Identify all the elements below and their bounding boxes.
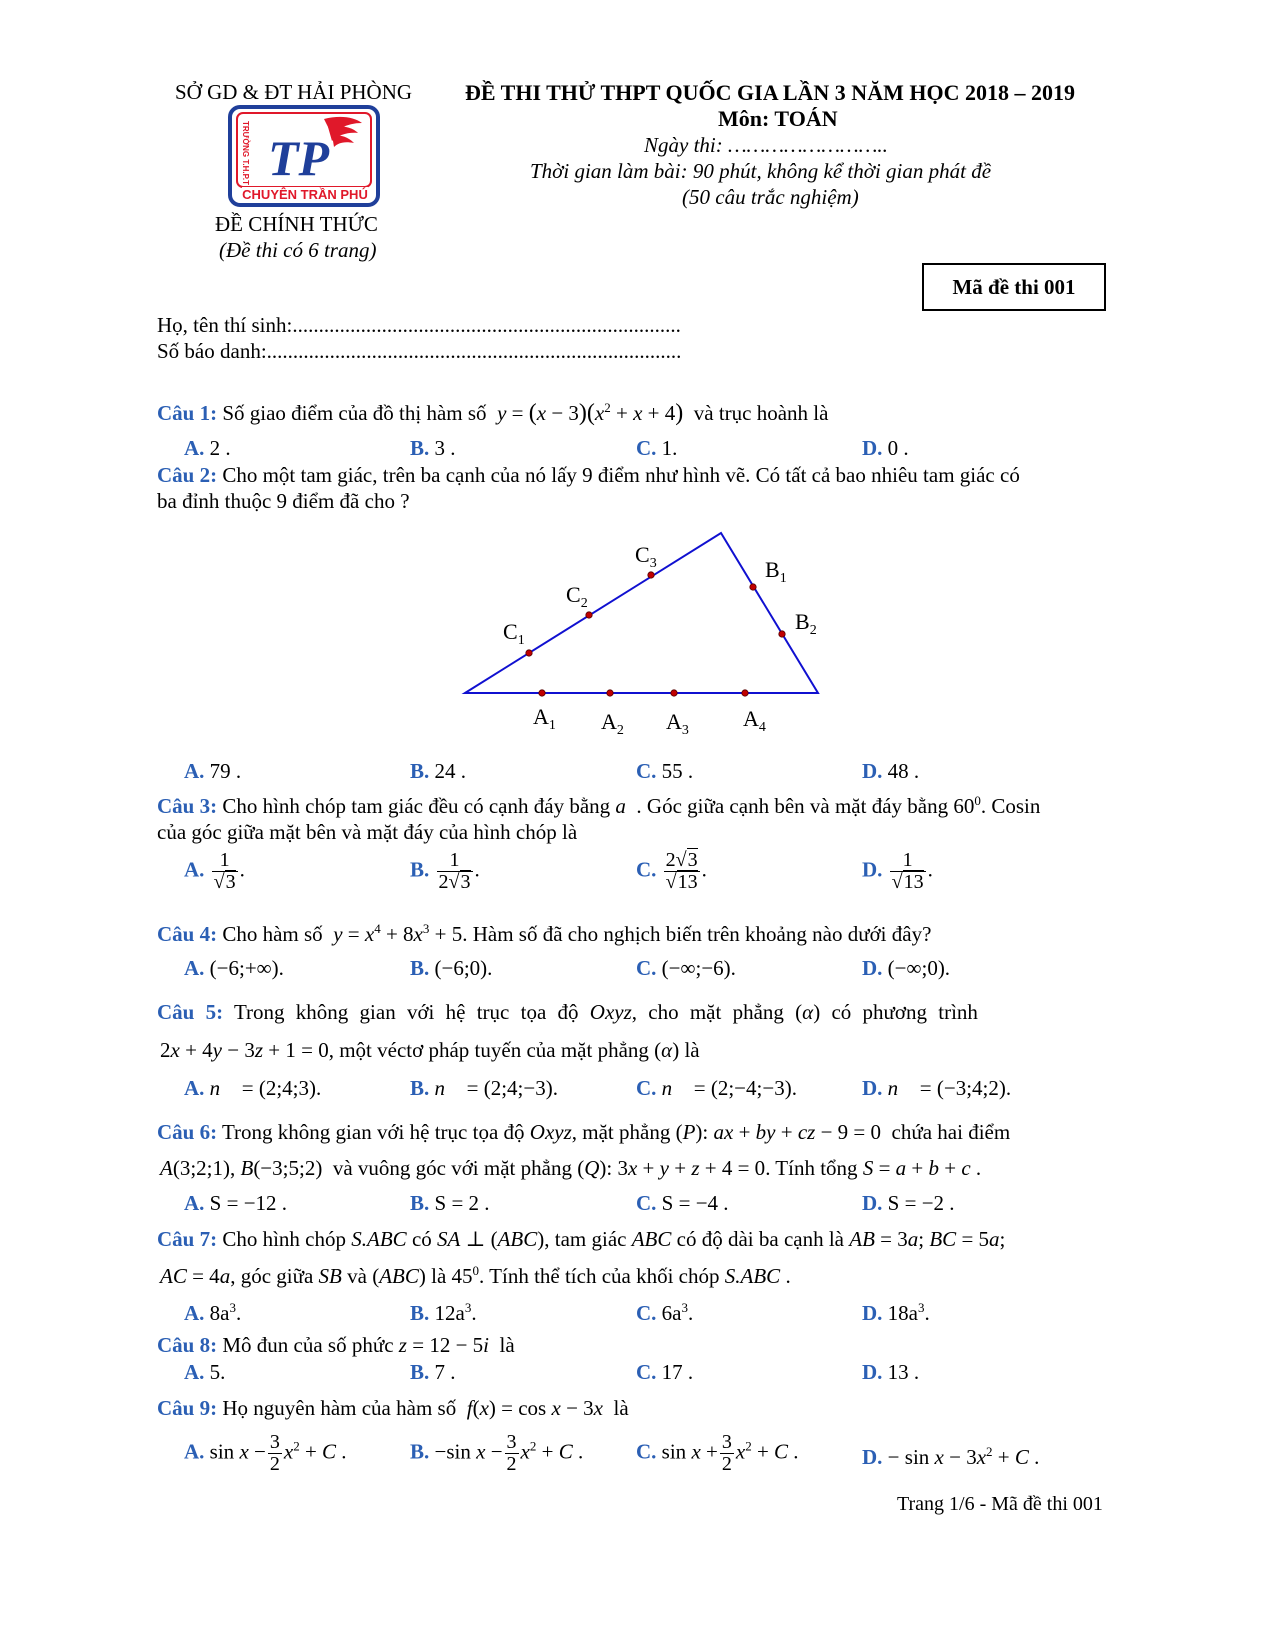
point-c3 bbox=[648, 572, 654, 578]
q7-option-b[interactable]: B. $12a^3$. bbox=[410, 1300, 477, 1325]
q6-option-a[interactable]: A. S = −12 . bbox=[184, 1191, 288, 1215]
question-4: Câu 4: Cho hàm số $y = x^4 + 8x^3 + 5$. Hàm số đã cho nghịch biến trên khoảng nào dưới đây? bbox=[157, 921, 932, 946]
q9-option-d[interactable]: D. − $\sin x - 3x^2 + C$ . bbox=[862, 1444, 1040, 1469]
q9-option-a[interactable]: A. sin x − $\frac{3}{2}$ $x^2 + C$ . bbox=[184, 1431, 347, 1475]
exam-title: ĐỀ THI THỬ THPT QUỐC GIA LẦN 3 NĂM HỌC 2018 – 2019 bbox=[465, 80, 1075, 105]
q4-option-d[interactable]: D. (−∞;0). bbox=[862, 956, 951, 980]
svg-text:TRƯỜNG T.H.P.T: TRƯỜNG T.H.P.T bbox=[241, 121, 250, 185]
q3-option-c[interactable]: C. $\frac{2√3}{√13}$ . bbox=[636, 849, 707, 893]
q5-option-c[interactable]: C. n⃗ = (2;−4;−3). bbox=[636, 1076, 797, 1100]
q5-option-a[interactable]: A. n⃗ = (2;4;3). bbox=[184, 1076, 322, 1100]
question-1: Câu 1: Số giao điểm của đồ thị hàm số $y = (x - 3)(x^2 + x + 4)$ và trục hoành là bbox=[157, 400, 829, 426]
point-b1 bbox=[750, 584, 756, 590]
q2-option-d[interactable]: D. 48 . bbox=[862, 759, 920, 783]
q3-option-d[interactable]: D. $\frac{1}{√13}$ . bbox=[862, 849, 933, 893]
point-a2 bbox=[607, 690, 613, 696]
subject: Môn: TOÁN bbox=[718, 106, 838, 131]
school-logo-graphic bbox=[228, 105, 380, 207]
q4-option-c[interactable]: C. (−∞;−6). bbox=[636, 956, 736, 980]
point-c2 bbox=[586, 612, 592, 618]
q4-option-a[interactable]: A. (−6;+∞). bbox=[184, 956, 284, 980]
question-7-line2: AC = 4a, góc giữa SB và (ABC) là $45^0$. Tính thể tích của khối chóp S.ABC . bbox=[160, 1263, 791, 1288]
point-a4 bbox=[742, 690, 748, 696]
q7-option-a[interactable]: A. $8a^3$. bbox=[184, 1300, 242, 1325]
q7-option-d[interactable]: D. $18a^3$. bbox=[862, 1300, 930, 1325]
q1-option-b[interactable]: B. 3 . bbox=[410, 436, 456, 460]
label-b2: $B_2$ bbox=[795, 609, 817, 638]
question-2: Câu 2: Cho một tam giác, trên ba cạnh của nó lấy 9 điểm như hình vẽ. Có tất cả bao nhiêu tam giác có bbox=[157, 463, 1020, 487]
question-9: Câu 9: Họ nguyên hàm của hàm số f(x) = cos x − 3x là bbox=[157, 1396, 629, 1420]
q6-option-c[interactable]: C. S = −4 . bbox=[636, 1191, 729, 1215]
q9-option-b[interactable]: B. −sin x − $\frac{3}{2}$ $x^2 + C$ . bbox=[410, 1431, 584, 1475]
question-6-line2: A(3;2;1), B(−3;5;2) và vuông góc với mặt phẳng (Q): 3x + y + z + 4 = 0. Tính tổng S = a + b + c . bbox=[160, 1156, 982, 1180]
label-c3: $C_3$ bbox=[635, 542, 657, 571]
label-c2: $C_2$ bbox=[566, 582, 588, 611]
point-b2 bbox=[779, 631, 785, 637]
q3-option-a[interactable]: A. $\frac{1}{√3}$ . bbox=[184, 849, 245, 893]
label-c1: $C_1$ bbox=[503, 619, 525, 648]
exam-duration: Thời gian làm bài: 90 phút, không kể thời gian phát đề bbox=[530, 159, 992, 183]
exam-code-box: Mã đề thi 001 bbox=[922, 263, 1106, 311]
label-a2: $A_2$ bbox=[601, 709, 624, 738]
official-label: ĐỀ CHÍNH THỨC bbox=[215, 212, 378, 236]
q5-option-b[interactable]: B. n⃗ = (2;4;−3). bbox=[410, 1076, 558, 1100]
q7-option-c[interactable]: C. $6a^3$. bbox=[636, 1300, 694, 1325]
q5-option-d[interactable]: D. n⃗ = (−3;4;2). bbox=[862, 1076, 1012, 1100]
q6-option-b[interactable]: B. S = 2 . bbox=[410, 1191, 490, 1215]
label-a4: $A_4$ bbox=[743, 706, 766, 735]
label-b1: $B_1$ bbox=[765, 557, 787, 586]
q1-option-a[interactable]: A. 2 . bbox=[184, 436, 231, 460]
q1-option-c[interactable]: C. 1. bbox=[636, 436, 678, 460]
candidate-name-line: Họ, tên thí sinh:.......................................................................... bbox=[157, 313, 681, 337]
page-footer: Trang 1/6 - Mã đề thi 001 bbox=[897, 1493, 1103, 1515]
question-7: Câu 7: Cho hình chóp S.ABC có SA ⊥ (ABC), tam giác ABC có độ dài ba cạnh là AB = 3a; BC = 5a; bbox=[157, 1227, 1006, 1251]
q8-option-c[interactable]: C. 17 . bbox=[636, 1360, 694, 1384]
q2-option-c[interactable]: C. 55 . bbox=[636, 759, 694, 783]
q8-option-b[interactable]: B. 7 . bbox=[410, 1360, 456, 1384]
question-3-line2: của góc giữa mặt bên và mặt đáy của hình chóp là bbox=[157, 820, 578, 844]
department-name: SỞ GD & ĐT HẢI PHÒNG bbox=[175, 80, 413, 104]
school-logo bbox=[228, 105, 380, 207]
triangle-diagram bbox=[440, 522, 860, 747]
question-count: (50 câu trắc nghiệm) bbox=[682, 185, 859, 209]
question-6: Câu 6: Trong không gian với hệ trục tọa độ Oxyz, mặt phẳng (P): ax + by + cz − 9 = 0 chứa hai điểm bbox=[157, 1120, 1011, 1144]
svg-text:TP: TP bbox=[268, 130, 330, 186]
svg-text:CHUYÊN TRẦN PHÚ: CHUYÊN TRẦN PHÚ bbox=[242, 187, 368, 202]
question-3: Câu 3: Cho hình chóp tam giác đều có cạnh đáy bằng a . Góc giữa cạnh bên và mặt đáy bằng $60^0$. Cosin bbox=[157, 793, 1041, 818]
q9-option-c[interactable]: C. sin x + $\frac{3}{2}$ $x^2 + C$ . bbox=[636, 1431, 799, 1475]
q2-option-b[interactable]: B. 24 . bbox=[410, 759, 467, 783]
q4-option-b[interactable]: B. (−6;0). bbox=[410, 956, 493, 980]
q1-option-d[interactable]: D. 0 . bbox=[862, 436, 909, 460]
label-a1: $A_1$ bbox=[533, 704, 556, 733]
exam-date: Ngày thi: …………………….. bbox=[644, 133, 888, 157]
label-a3: $A_3$ bbox=[666, 709, 689, 738]
page-count-note: (Đề thi có 6 trang) bbox=[219, 238, 377, 262]
q6-option-d[interactable]: D. S = −2 . bbox=[862, 1191, 955, 1215]
question-5-line2: 2x + 4y − 3z + 1 = 0, một véctơ pháp tuyến của mặt phẳng (α) là bbox=[160, 1038, 700, 1062]
candidate-id-line: Số báo danh:............................................................................... bbox=[157, 339, 682, 363]
triangle-figure bbox=[440, 522, 860, 747]
q3-option-b[interactable]: B. $\frac{1}{2√3}$ . bbox=[410, 849, 480, 893]
q8-option-d[interactable]: D. 13 . bbox=[862, 1360, 920, 1384]
question-5: Câu 5: Trong không gian với hệ trục tọa độ Oxyz, cho mặt phẳng (α) có phương trình bbox=[157, 1000, 978, 1024]
point-c1 bbox=[526, 650, 532, 656]
point-a1 bbox=[539, 690, 545, 696]
q8-option-a[interactable]: A. 5. bbox=[184, 1360, 226, 1384]
q2-option-a[interactable]: A. 79 . bbox=[184, 759, 242, 783]
question-8: Câu 8: Mô đun của số phức z = 12 − 5i là bbox=[157, 1333, 515, 1357]
question-2-line2: ba đỉnh thuộc 9 điểm đã cho ? bbox=[157, 489, 410, 513]
point-a3 bbox=[671, 690, 677, 696]
